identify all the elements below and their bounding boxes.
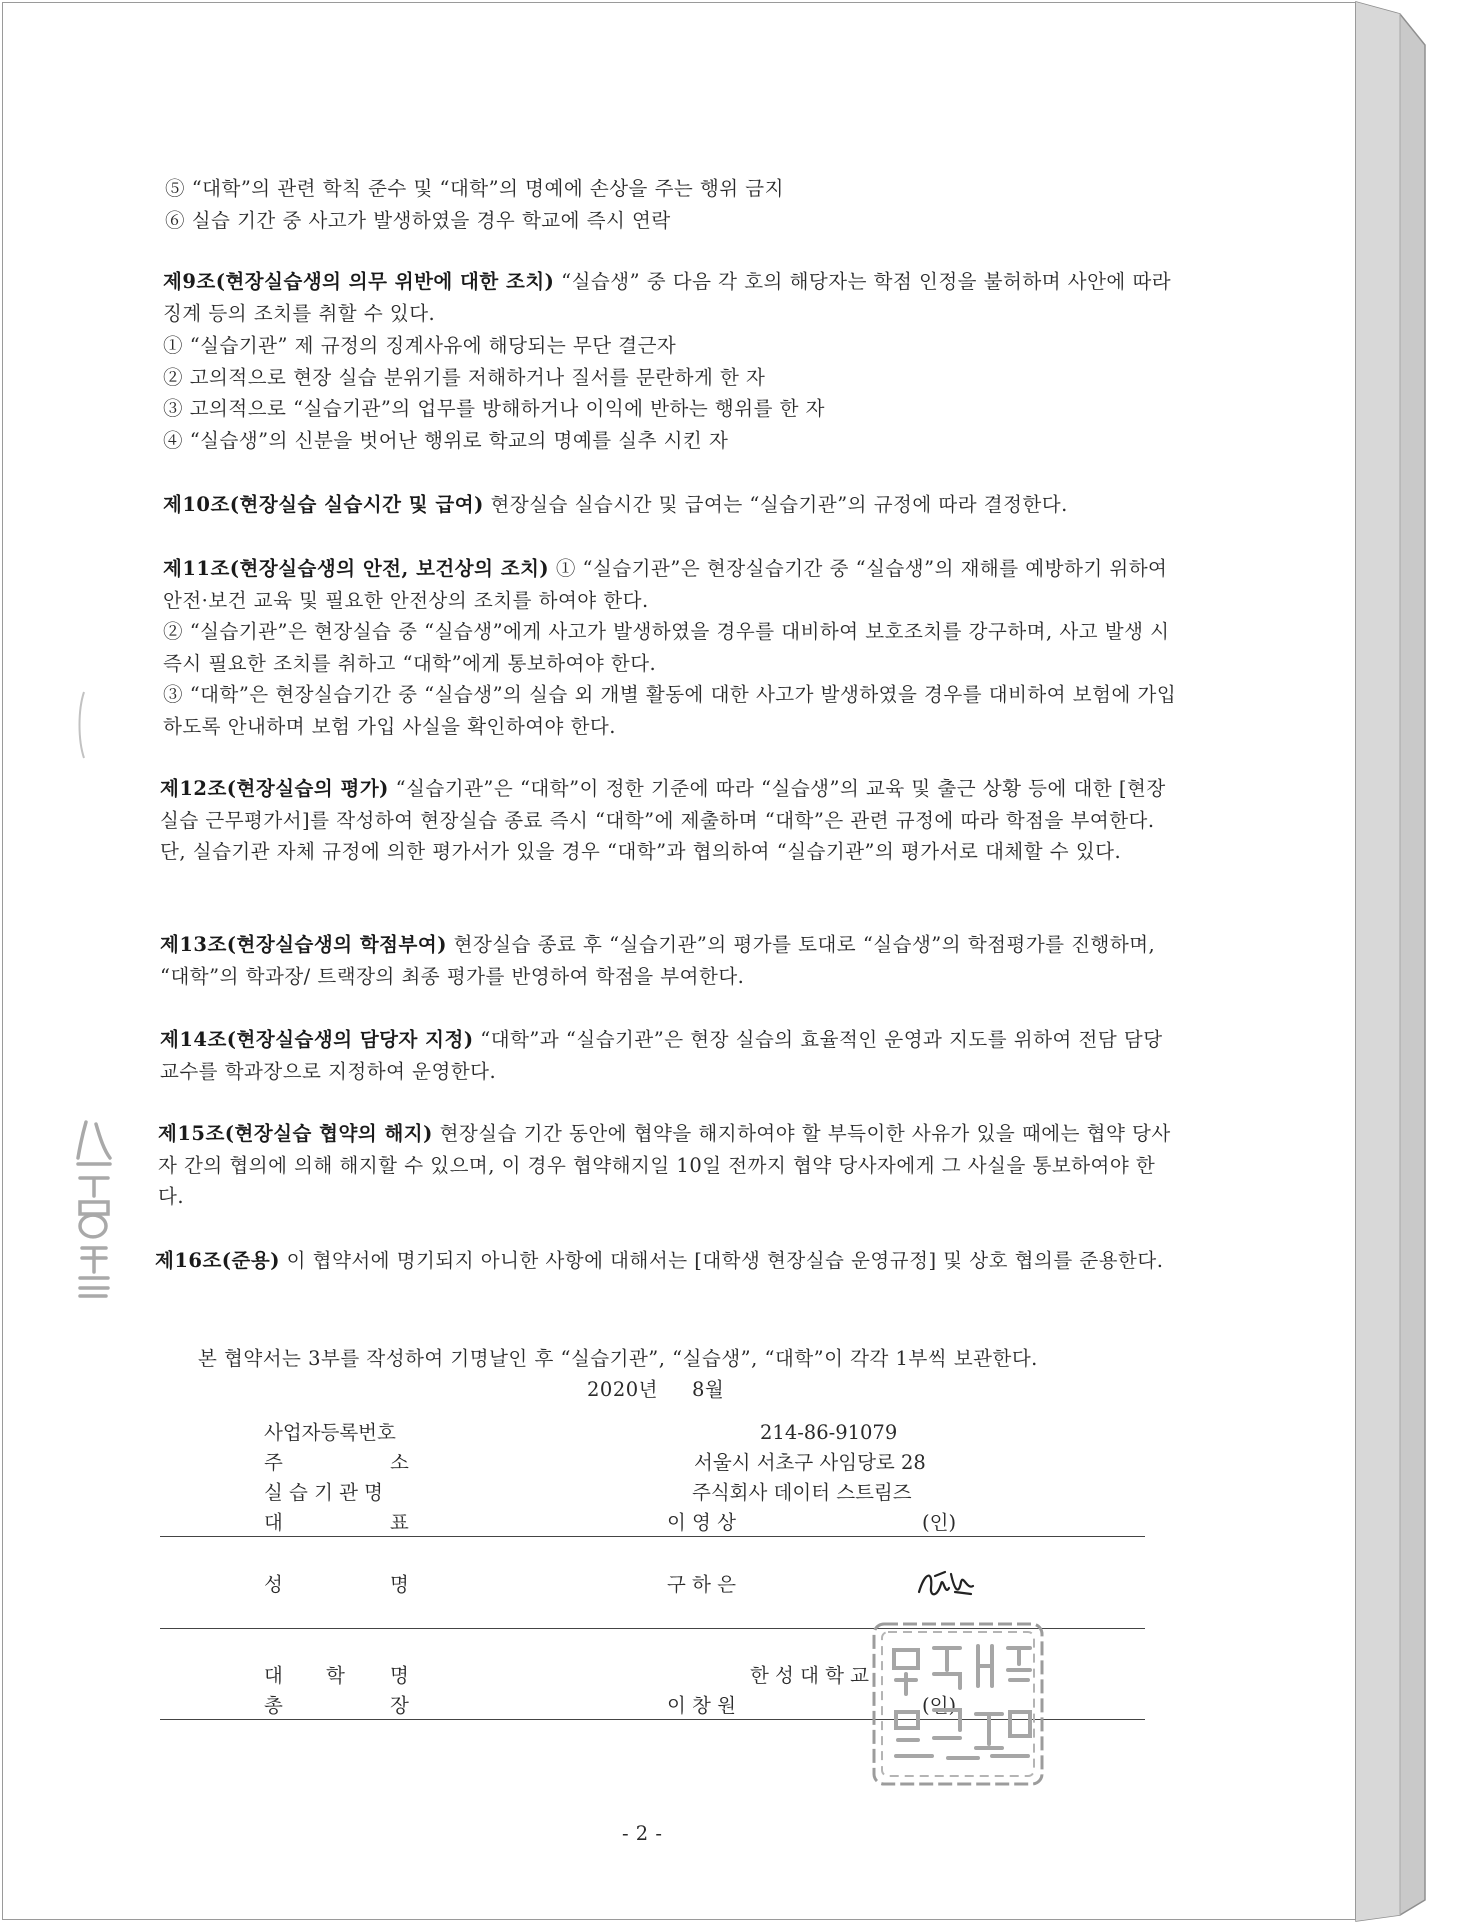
article-15 [158, 1118, 1180, 1213]
article-9-item-2: ② 고의적으로 현장 실습 분위기를 저해하거나 질서를 문란하게 한 자 [163, 366, 766, 389]
article-13 [160, 929, 1180, 992]
article-9-body: “실습생” 중 다음 각 호의 해당자는 학점 인정을 불허하며 사안에 따라 징계 등의 조치를 취할 수 있다. [163, 270, 1172, 325]
article-11-heading: 제11조(현장실습생의 안전, 보건상의 조치) [163, 557, 550, 580]
student-signature [915, 1562, 977, 1606]
article-9-heading: 제9조(현장실습생의 의무 위반에 대한 조치) [163, 270, 555, 293]
article-11-p1 [163, 553, 1180, 616]
institution-name-value: 주식회사 데이터 스트림즈 [692, 1481, 912, 1504]
item-5: ⑤ “대학”의 관련 학칙 준수 및 “대학”의 명예에 손상을 주는 행위 금지 [165, 177, 784, 200]
article-13-body: 현장실습 종료 후 “실습기관”의 평가를 토대로 “실습생”의 학점평가를 진행하며, “대학”의 학과장/ 트랙장의 최종 평가를 반영하여 학점을 부여한다. [160, 933, 1156, 988]
date-month: 8월 [692, 1378, 725, 1401]
divider-company [160, 1536, 1145, 1537]
page-number: - 2 - [622, 1822, 663, 1845]
article-16 [155, 1245, 1180, 1277]
university-label-a: 대 [264, 1664, 283, 1687]
article-12-heading: 제12조(현장실습의 평가) [160, 777, 389, 800]
article-14 [160, 1024, 1180, 1087]
president-label-b: 장 [390, 1694, 409, 1717]
article-9-item-3: ③ 고의적으로 “실습기관”의 업무를 방해하거나 이익에 반하는 행위를 한 자 [163, 397, 825, 420]
margin-hole-mark [76, 690, 90, 760]
article-13-heading: 제13조(현장실습생의 학점부여) [160, 933, 447, 956]
article-10-heading: 제10조(현장실습 실습시간 및 급여) [163, 493, 484, 516]
university-seal-mark: (인) [922, 1694, 957, 1717]
institution-name-label: 실 습 기 관 명 [264, 1481, 383, 1504]
company-seal-mark: (인) [922, 1511, 957, 1534]
article-12 [160, 773, 1180, 868]
closing-statement: 본 협약서는 3부를 작성하여 기명날인 후 “실습기관”, “실습생”, “대학”이 각각 1부씩 보관한다. [198, 1347, 1038, 1370]
president-value: 이 창 원 [667, 1694, 736, 1717]
representative-label-a: 대 [264, 1511, 283, 1534]
president-label-a: 총 [264, 1694, 283, 1717]
article-15-body: 현장실습 기간 동안에 협약을 해지하여야 할 부득이한 사유가 있을 때에는 협약 당사자 간의 협의에 의해 해지할 수 있으며, 이 경우 협약해지일 10일 전까지 협약 당사자에게 그 사실을 통보하여야 한다. [158, 1122, 1171, 1208]
representative-label-b: 표 [390, 1511, 409, 1534]
article-14-heading: 제14조(현장실습생의 담당자 지정) [160, 1028, 474, 1051]
article-9-item-4: ④ “실습생”의 신분을 벗어난 행위로 학교의 명예를 실추 시킨 자 [163, 429, 729, 452]
article-11-body-1: ① “실습기관”은 현장실습기간 중 “실습생”의 재해를 예방하기 위하여 안전·보건 교육 및 필요한 안전상의 조치를 하여야 한다. [163, 557, 1168, 612]
article-16-heading: 제16조(준용) [155, 1249, 280, 1272]
article-11-p2: ② “실습기관”은 현장실습 중 “실습생”에게 사고가 발생하였을 경우를 대비하여 보호조치를 강구하며, 사고 발생 시 즉시 필요한 조치를 취하고 “대학”에게 통보하여야 한다. [163, 620, 1170, 675]
address-value: 서울시 서초구 사임당로 28 [694, 1451, 926, 1474]
address-label-b: 소 [390, 1451, 409, 1474]
article-16-body: 이 협약서에 명기되지 아니한 사항에 대해서는 [대학생 현장실습 운영규정] 및 상호 협의를 준용한다. [279, 1249, 1164, 1272]
university-value: 한 성 대 학 교 [750, 1664, 869, 1687]
date-year: 2020년 [587, 1378, 658, 1401]
article-12-body: “실습기관”은 “대학”이 정한 기준에 따라 “실습생”의 교육 및 출근 상황 등에 대한 [현장실습 근무평가서]를 작성하여 현장실습 종료 즉시 “대학”에 제출하며 “대학”은 관련 규정에 따라 학점을 부여한다. 단, 실습기관 자체 규정에 의한 평가서가 있을 경우 “대학”과 협의하여 “실습기관”의 평가서로 대체할 수 있다. [160, 777, 1166, 863]
reg-number-label: 사업자등록번호 [264, 1421, 396, 1444]
student-name-label-a: 성 [264, 1573, 283, 1596]
address-label-a: 주 [264, 1451, 283, 1474]
student-name-value: 구 하 은 [667, 1573, 736, 1596]
article-15-heading: 제15조(현장실습 협약의 해지) [158, 1122, 433, 1145]
article-11-p3: ③ “대학”은 현장실습기간 중 “실습생”의 실습 외 개별 활동에 대한 사고가 발생하였을 경우를 대비하여 보험에 가입하도록 안내하며 보험 가입 사실을 확인하여야 한다. [163, 683, 1177, 738]
article-10 [163, 489, 1180, 521]
university-label-b: 학 [326, 1664, 345, 1687]
article-10-body: 현장실습 실습시간 및 급여는 “실습기관”의 규정에 따라 결정한다. [483, 493, 1068, 516]
article-9-item-1: ① “실습기관” 제 규정의 징계사유에 해당되는 무단 결근자 [163, 334, 677, 357]
student-name-label-b: 명 [390, 1573, 409, 1596]
representative-value: 이 영 상 [667, 1511, 736, 1534]
university-label-c: 명 [390, 1664, 409, 1687]
article-9 [163, 266, 1180, 329]
university-official-seal [868, 1618, 1048, 1790]
item-6: ⑥ 실습 기간 중 사고가 발생하였을 경우 학교에 즉시 연락 [165, 209, 671, 232]
article-14-body: “대학”과 “실습기관”은 현장 실습의 효율적인 운영과 지도를 위하여 전담 담당교수를 학과장으로 지정하여 운영한다. [160, 1028, 1163, 1083]
margin-seal-partial [72, 1118, 116, 1300]
reg-number-value: 214-86-91079 [760, 1421, 898, 1444]
